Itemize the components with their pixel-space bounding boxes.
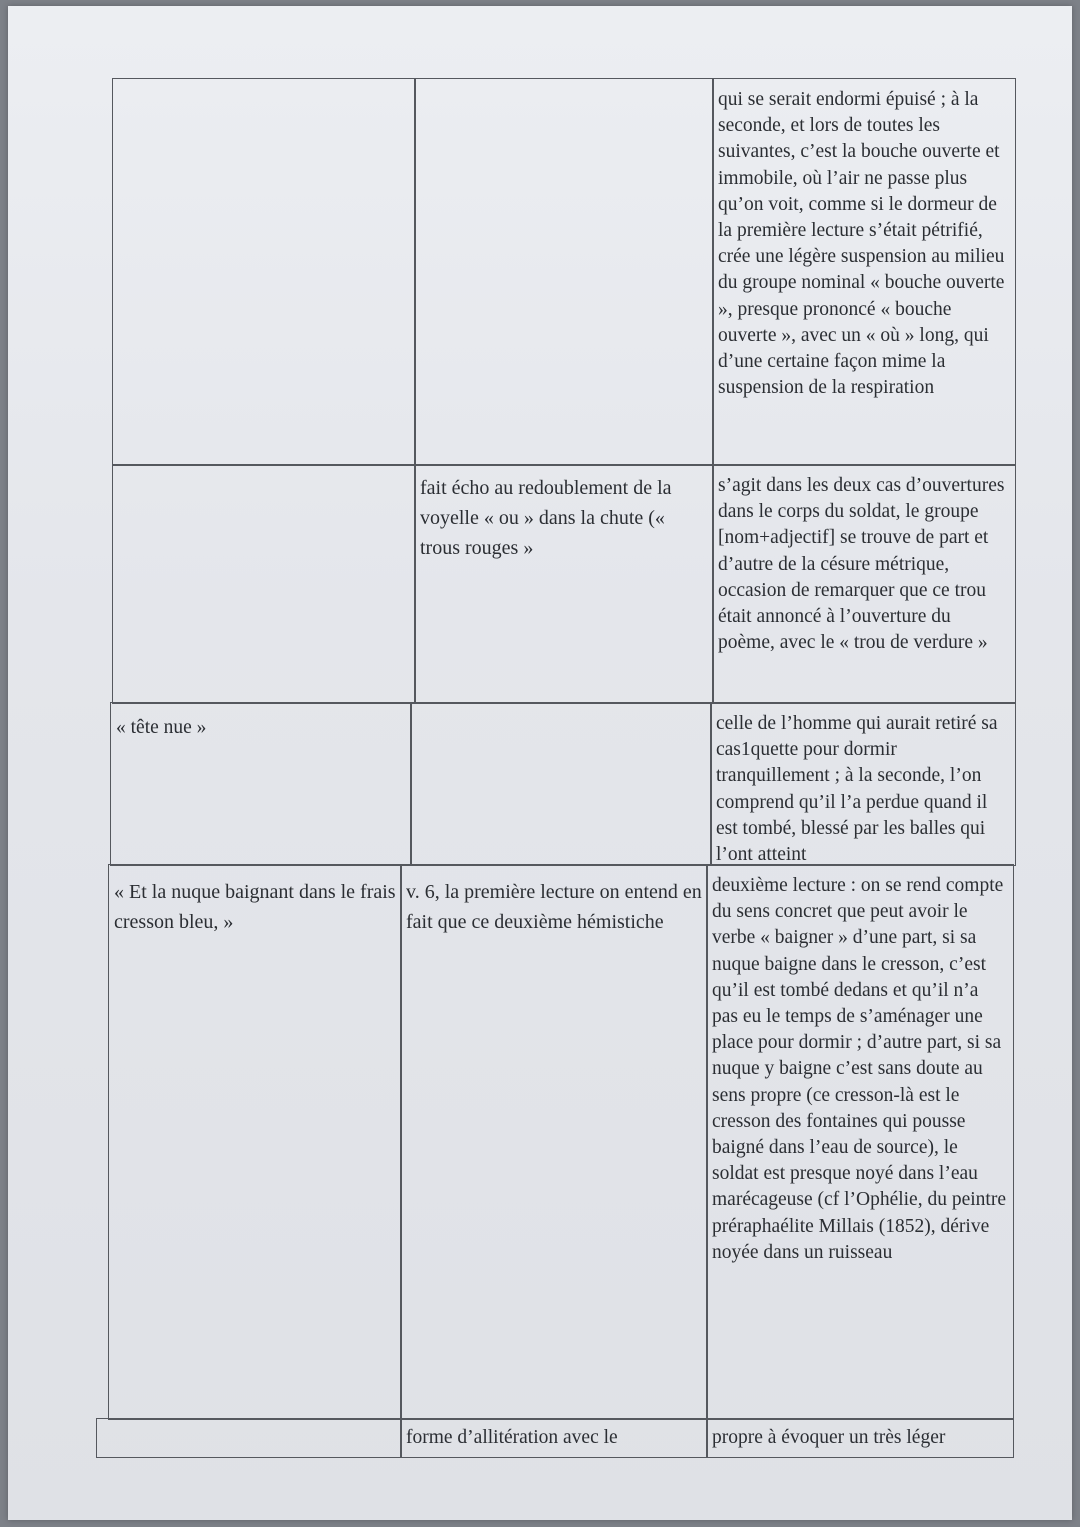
document-page <box>8 6 1072 1520</box>
cell-text: qui se serait endormi épuisé ; à la seconde, et lors de toutes les suivantes, c’est la bouche ouverte et immobile, où l’air ne passe plus qu’on voit, comme si le dormeur de la première lecture s’était pétrifié, crée une légère suspension au milieu du groupe nominal « bouche ouverte », presque prononcé « bouche ouverte », avec un « où » long, qui d’une certaine façon mime la suspension de la respiration <box>718 89 1005 399</box>
table-cell-interpretation <box>706 1418 1014 1458</box>
table-cell-quote <box>96 1418 402 1458</box>
table-cell-quote <box>110 702 412 866</box>
table-cell-quote <box>112 464 416 704</box>
cell-text: celle de l’homme qui aurait retiré sa cas1quette pour dormir tranquillement ; à la seconde, l’on comprend qu’il l’a perdue quand il est tombé, blessé par les balles qui l’ont atteint <box>716 713 998 866</box>
table-cell-device <box>414 464 714 704</box>
table-cell-quote <box>108 864 402 1420</box>
cell-text: deuxième lecture : on se rend compte du sens concret que peut avoir le verbe « baigner » d’une part, si sa nuque baigne dans le cresson, c’est qu’il est tombé dedans et qu’il n’a pas eu le temps de s’aménager une place pour dormir ; d’autre part, si sa nuque y baigne c’est sans doute au sens propre (ce cresson-là est le cresson des fontaines qui pousse baigné dans l’eau de source), le soldat est presque noyé dans l’eau marécageuse (cf l’Ophélie, du peintre préraphaélite Millais (1852), dérive noyée dans un ruisseau <box>712 875 1006 1263</box>
cell-text: « tête nue » <box>116 717 207 738</box>
cell-text: fait écho au redoublement de la voyelle « ou » dans la chute (« trous rouges » <box>420 477 672 559</box>
cell-text: propre à évoquer un très léger <box>712 1427 946 1448</box>
table-cell-interpretation <box>712 464 1016 704</box>
table-cell-device <box>410 702 712 866</box>
table-cell-device <box>400 1418 708 1458</box>
cell-text: s’agit dans les deux cas d’ouvertures dans le corps du soldat, le groupe [nom+adjectif] se trouve de part et d’autre de la césure métrique, occasion de remarquer que ce trou était annoncé à l’ouverture du poème, avec le « trou de verdure » <box>718 475 1005 654</box>
cell-text: « Et la nuque baignant dans le frais cresson bleu, » <box>114 881 396 933</box>
table-cell-interpretation <box>710 702 1016 866</box>
table-cell-interpretation <box>706 864 1014 1420</box>
table-cell-device <box>414 78 714 466</box>
table-cell-interpretation <box>712 78 1016 466</box>
cell-text: v. 6, la première lecture on entend en fait que ce deuxième hémistiche <box>406 881 702 933</box>
table-cell-device <box>400 864 708 1420</box>
cell-text: forme d’allitération avec le <box>406 1427 618 1448</box>
table-cell-quote <box>112 78 416 466</box>
